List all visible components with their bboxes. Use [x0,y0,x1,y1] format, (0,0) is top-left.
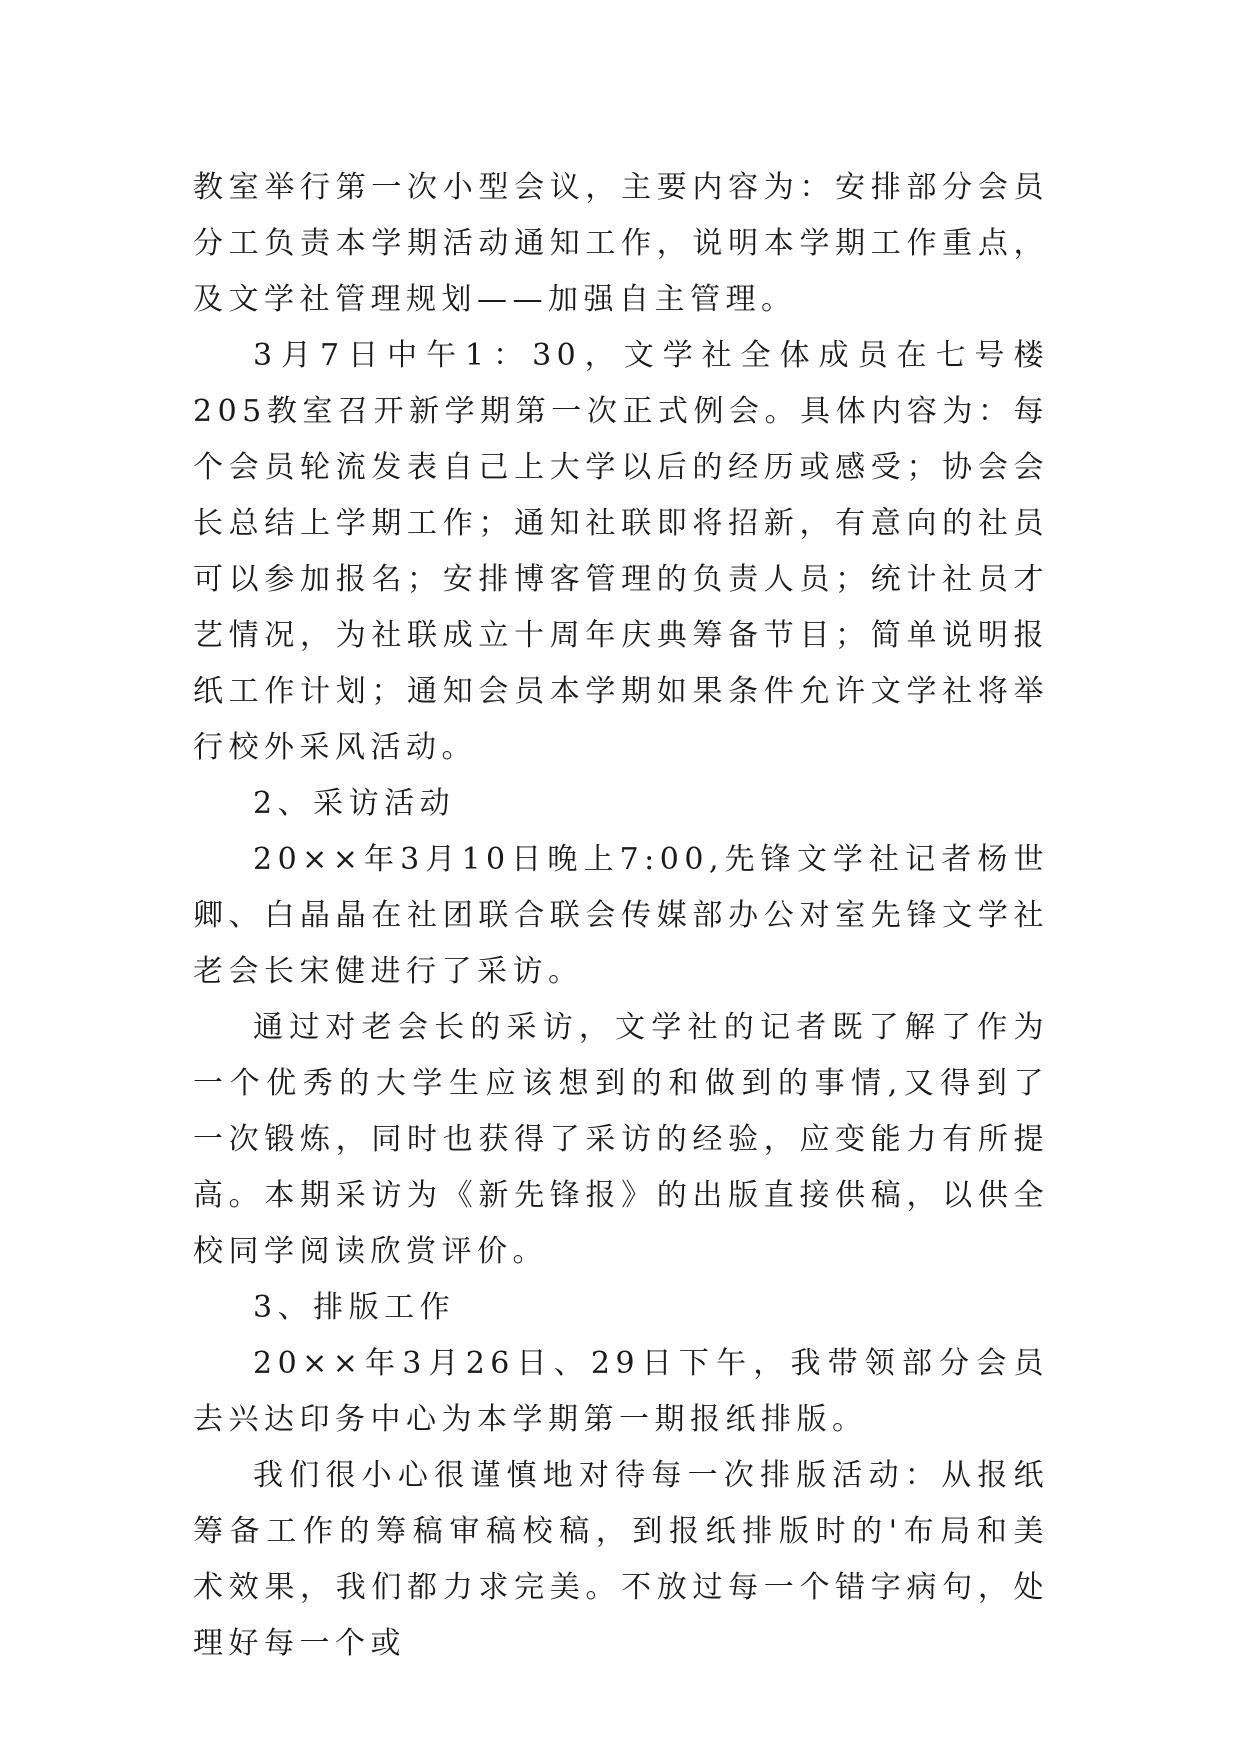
section-heading-layout: 3、排版工作 [253,1290,456,1325]
paragraph-regular-meeting: 3月7日中午1：30，文学社全体成员在七号楼205教室召开新学期第一次正式例会。具体内容为：每个会员轮流发表自己上大学以后的经历或感受；协会会长总结上学期工作；通知社联即将招新，有意向的社员可以参加报名；安排博客管理的负责人员；统计社员才艺情况，为社联成立十周年庆典筹备节目；简单说明报纸工作计划；通知会员本学期如果条件允许文学社将举行校外采风活动。 [193,338,1049,765]
paragraph-meeting-continuation: 教室举行第一次小型会议，主要内容为：安排部分会员分工负责本学期活动通知工作，说明本学期工作重点，及文学社管理规划——加强自主管理。 [193,170,1049,317]
section-heading-interview: 2、采访活动 [253,786,456,821]
paragraph-layout-event: 20××年3月26日、29日下午，我带领部分会员去兴达印务中心为本学期第一期报纸排版。 [193,1346,1049,1437]
document-body [193,160,1049,1672]
paragraph-layout-care: 我们很小心很谨慎地对待每一次排版活动：从报纸筹备工作的筹稿审稿校稿，到报纸排版时的'布局和美术效果，我们都力求完美。不放过每一个错字病句，处理好每一个或 [193,1458,1049,1661]
paragraph-interview-outcome: 通过对老会长的采访，文学社的记者既了解了作为一个优秀的大学生应该想到的和做到的事情,又得到了一次锻炼，同时也获得了采访的经验，应变能力有所提高。本期采访为《新先锋报》的出版直接供稿，以供全校同学阅读欣赏评价。 [193,1010,1049,1269]
paragraph-interview-event: 20××年3月10日晚上7:00,先锋文学社记者杨世卿、白晶晶在社团联合联会传媒部办公对室先锋文学社老会长宋健进行了采访。 [193,842,1049,989]
